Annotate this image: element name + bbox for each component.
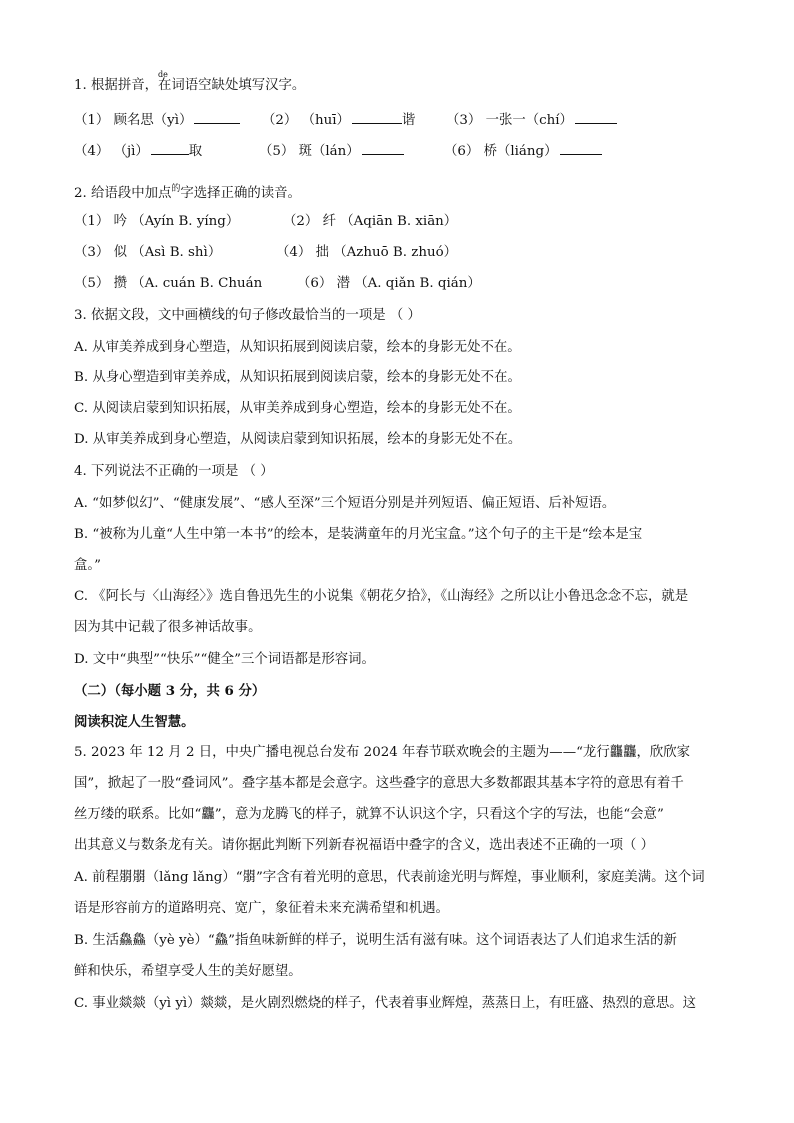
answer-blank[interactable] [362, 141, 404, 155]
q5-option-b[interactable]: B. 生活鱻鱻（yè yè）“鱻”指鱼味新鲜的样子，说明生活有滋有味。这个词语表达了人们追求生活的新 [74, 933, 677, 948]
q2-item-5: （5） 攒 （A. cuán B. Chuán [74, 276, 263, 291]
q3-option-a[interactable]: A. 从审美养成到身心塑造，从知识拓展到阅读启蒙，绘本的身影无处不在。 [74, 340, 521, 355]
q1-stem-a: 1. 根据拼音， [74, 78, 158, 93]
q5-option-c[interactable]: C. 事业燚燚（yì yì）燚燚，是火剧烈燃烧的样子，代表着事业辉煌，蒸蒸日上，有旺盛、热烈的意思。这 [74, 996, 697, 1011]
q1-item-6: （6） 桥（liáng） [444, 141, 602, 161]
answer-blank[interactable] [352, 110, 402, 124]
section-heading: （二）（每小题 3 分，共 6 分） [74, 683, 266, 699]
q2-item-3: （3） 似 （Asì B. shì） [74, 245, 222, 260]
q3-option-b[interactable]: B. 从身心塑造到审美养成，从知识拓展到阅读启蒙，绘本的身影无处不在。 [74, 370, 521, 385]
answer-blank[interactable] [560, 141, 602, 155]
q1-item-1: （1） 顾名思（yì） [74, 110, 240, 130]
q2-item-4: （4） 拙 （Azhuō B. zhuó） [276, 245, 458, 260]
q2-item-6: （6） 潜 （A. qiǎn B. qián） [297, 276, 481, 291]
q5-line-2: 国”，掀起了一股“叠词风”。叠字基本都是会意字。这些叠字的意思大多数都跟其基本字符的意思有着千 [74, 776, 684, 791]
q1-item-5: （5） 斑（lán） [259, 141, 404, 161]
q3-stem: 3. 依据文段，文中画横线的句子修改最恰当的一项是 （ ） [74, 308, 421, 323]
q2-stem: 2. 给语段中加点$^的$字选择正确的读音。 [74, 180, 301, 203]
q5-line-1: 5. 2023 年 12 月 2 日，中央广播电视总台发布 2024 年春节联欢晚会的主题为——“龙行龘龘，欣欣家 [74, 745, 691, 760]
q1-stem-b: 词语空缺处填写汉字。 [171, 78, 306, 93]
q5-option-b-cont: 鲜和快乐，希望享受人生的美好愿望。 [74, 964, 302, 979]
q3-option-c[interactable]: C. 从阅读启蒙到知识拓展，从审美养成到身心塑造，绘本的身影无处不在。 [74, 401, 521, 416]
q1-stem-mark-pinyin: de [158, 70, 168, 79]
answer-blank[interactable] [194, 110, 240, 124]
q5-line-4: 出其意义与数条龙有关。请你据此判断下列新春祝福语中叠字的含义，选出表述不正确的一项（ ） [74, 838, 655, 853]
q2-item-1: （1） 吟 （Ayín B. yíng） [74, 214, 240, 229]
q4-option-d[interactable]: D. 文中“典型”“快乐”“健全”三个词语都是形容词。 [74, 652, 375, 667]
q1-item-2: （2） （huī） 谐 [262, 110, 415, 130]
q4-option-b-cont: 盒。” [74, 558, 101, 573]
q5-line-3: 丝万缕的联系。比如“龘”，意为龙腾飞的样子，就算不认识这个字，只看这个字的写法，也能“会意” [74, 807, 664, 822]
answer-blank[interactable] [151, 141, 189, 155]
q3-option-d[interactable]: D. 从审美养成到身心塑造，从阅读启蒙到知识拓展，绘本的身影无处不在。 [74, 432, 522, 447]
q4-option-a[interactable]: A. “如梦似幻”、“健康发展”、“感人至深”三个短语分别是并列短语、偏正短语、后补短语。 [74, 496, 616, 511]
q5-option-a[interactable]: A. 前程朤朤（lǎng lǎng）“朤”字含有着光明的意思，代表前途光明与辉煌，事业顺利，家庭美满。这个词 [74, 870, 705, 885]
q2-stem-mark: 的 [171, 184, 181, 194]
q1-stem [74, 70, 306, 95]
q1-item-3: （3） 一张一（chí） [446, 110, 617, 130]
q1-item-4: （4） （jì） 取 [74, 141, 202, 161]
section-subheading: 阅读积淀人生智慧。 [74, 714, 195, 730]
q2-item-2: （2） 纤 （Aqiān B. xiān） [283, 214, 458, 229]
answer-blank[interactable] [575, 110, 617, 124]
q1-stem-mark: de 在 [158, 70, 172, 93]
q5-option-a-cont: 语是形容前方的道路明亮、宽广，象征着未来充满希望和机遇。 [74, 901, 449, 916]
q4-stem: 4. 下列说法不正确的一项是 （ ） [74, 464, 274, 479]
q4-option-c-cont: 因为其中记载了很多神话故事。 [74, 620, 262, 635]
q4-option-b[interactable]: B. “被称为儿童“人生中第一本书”的绘本，是装满童年的月光宝盒。”这个句子的主干是“绘本是宝 [74, 527, 643, 542]
q4-option-c[interactable]: C. 《阿长与〈山海经〉》选自鲁迅先生的小说集《朝花夕拾》，《山海经》之所以让小鲁迅念念不忘，就是 [74, 589, 689, 604]
